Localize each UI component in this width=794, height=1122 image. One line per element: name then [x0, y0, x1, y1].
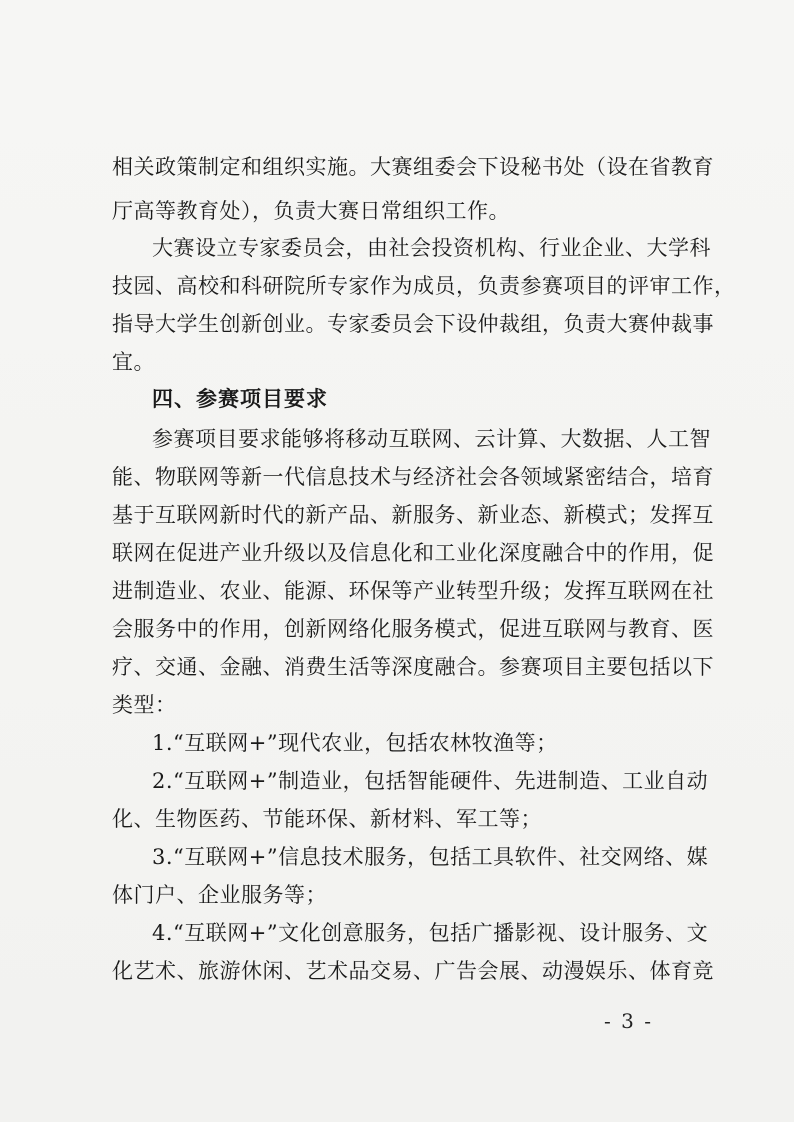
text-line: 参赛项目要求能够将移动互联网、云计算、大数据、人工智: [152, 427, 711, 451]
text-line: 1.“互联网+”现代农业，包括农林牧渔等；: [152, 731, 558, 755]
text-line: 能、物联网等新一代信息技术与经济社会各领域紧密结合，培育: [112, 465, 714, 489]
text-line: 疗、交通、金融、消费生活等深度融合。参赛项目主要包括以下: [112, 655, 714, 679]
text-line: 宜。: [112, 350, 155, 374]
text-line: 基于互联网新时代的新产品、新服务、新业态、新模式；发挥互: [112, 503, 714, 527]
text-line: 体门户、企业服务等；: [112, 883, 327, 907]
text-line: 化、生物医药、节能环保、新材料、军工等；: [112, 807, 542, 831]
text-line: 进制造业、农业、能源、环保等产业转型升级；发挥互联网在社: [112, 579, 714, 603]
text-line: 指导大学生创新创业。专家委员会下设仲裁组，负责大赛仲裁事: [112, 312, 714, 336]
text-line: 类型：: [112, 693, 177, 717]
text-line: 化艺术、旅游休闲、艺术品交易、广告会展、动漫娱乐、体育竞: [112, 959, 714, 983]
text-line: 联网在促进产业升级以及信息化和工业化深度融合中的作用，促: [112, 541, 714, 565]
text-line: 会服务中的作用，创新网络化服务模式，促进互联网与教育、医: [112, 617, 714, 641]
text-line: 厅高等教育处），负责大赛日常组织工作。: [112, 199, 510, 223]
text-line: 相关政策制定和组织实施。大赛组委会下设秘书处（设在省教育: [112, 155, 714, 179]
text-line: 技园、高校和科研院所专家作为成员，负责参赛项目的评审工作，: [112, 274, 736, 298]
page-number: - 3 -: [604, 1009, 653, 1033]
text-line: 2.“互联网+”制造业，包括智能硬件、先进制造、工业自动: [152, 769, 709, 793]
section-heading: 四、参赛项目要求: [152, 387, 328, 411]
text-line: 大赛设立专家委员会，由社会投资机构、行业企业、大学科: [152, 236, 711, 260]
text-line: 3.“互联网+”信息技术服务，包括工具软件、社交网络、媒: [152, 845, 709, 869]
text-line: 4.“互联网+”文化创意服务，包括广播影视、设计服务、文: [152, 921, 709, 945]
